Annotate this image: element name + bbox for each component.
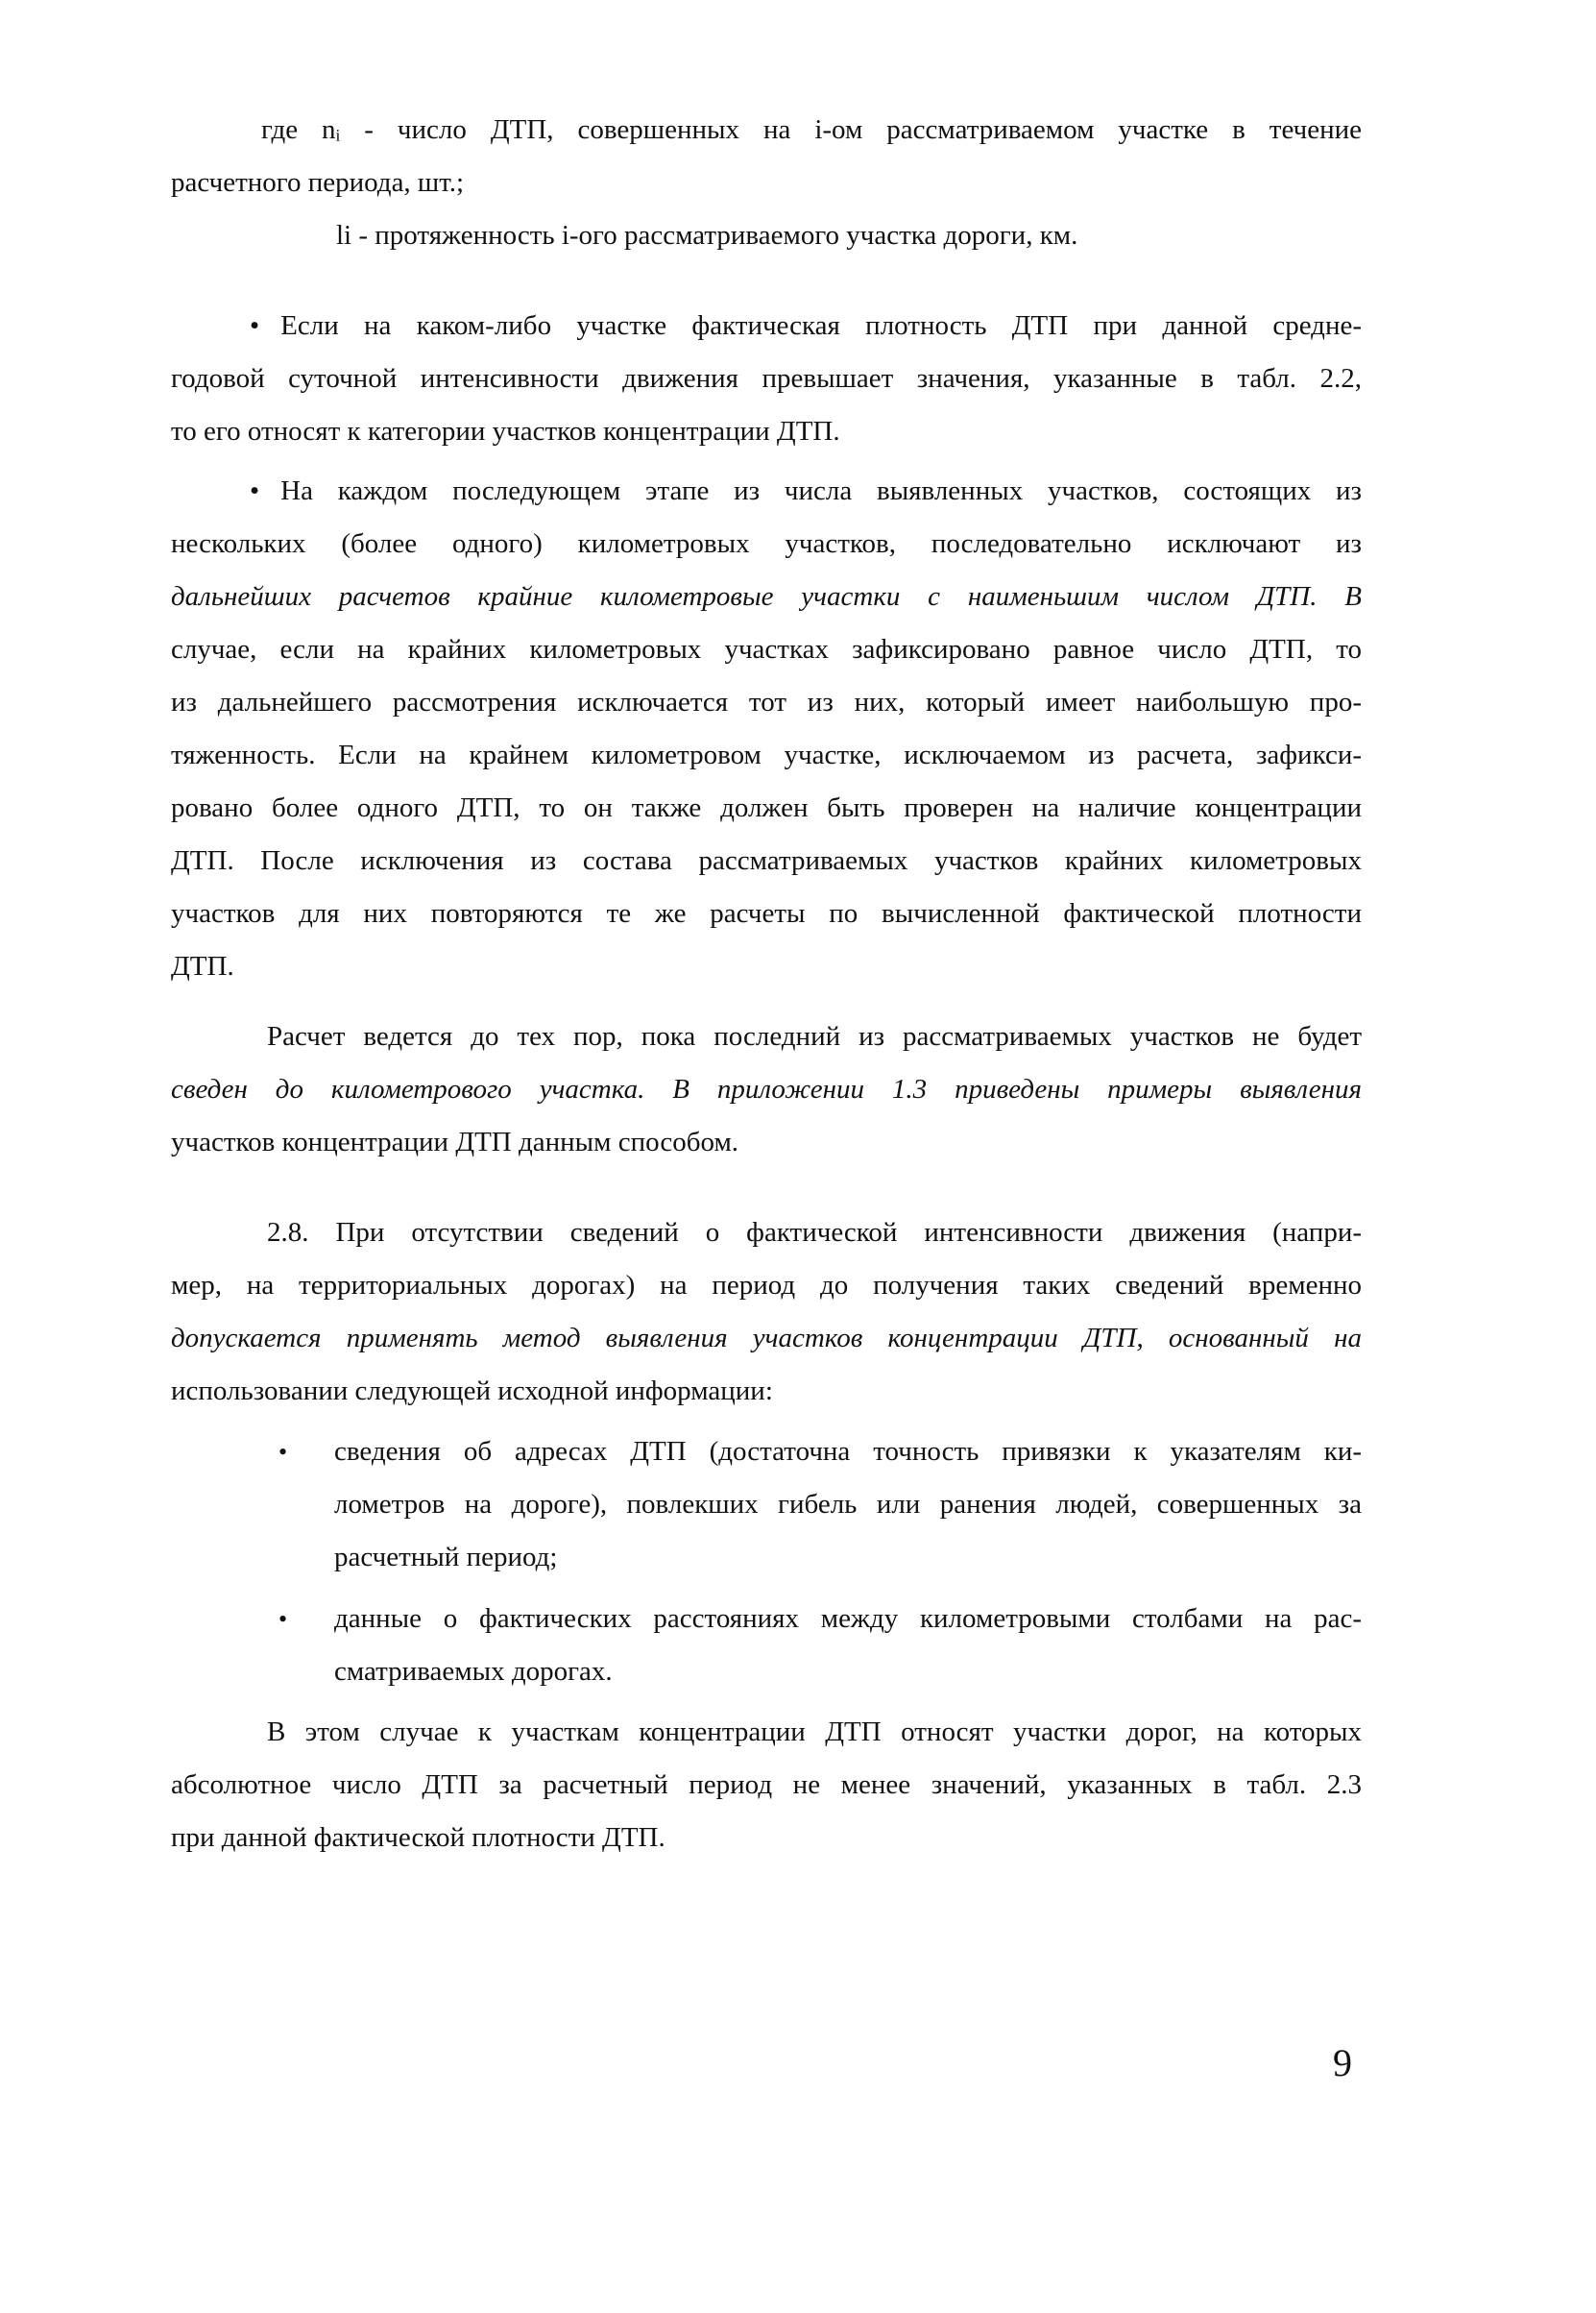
calculation-paragraph <box>171 1010 1362 1169</box>
text-line: нескольких (более одного) километровых участков, последовательно исключают из <box>171 528 1362 559</box>
list-item <box>171 1593 1362 1698</box>
text-line: расчетного периода, шт.; <box>171 167 465 198</box>
text-line: ДТП. После исключения из состава рассматриваемых участков крайних километровых <box>171 845 1362 876</box>
text-line: то его относят к категории участков концентрации ДТП. <box>171 416 840 447</box>
text-line: Расчет ведется до тех пор, пока последний из рассматриваемых участков не будет <box>267 1021 1362 1052</box>
text-line <box>171 465 1362 518</box>
text-line: случае, если на крайних километровых участках зафиксировано равное число ДТП, то <box>171 634 1362 665</box>
text-line: сведения об адресах ДТП (достаточна точность привязки к указателям ки- <box>334 1436 1362 1467</box>
text-line: годовой суточной интенсивности движения превышает значения, указанные в табл. 2.2, <box>171 363 1362 394</box>
text-line: где nᵢ - число ДТП, совершенных на i-ом рассматриваемом участке в течение <box>261 114 1362 145</box>
text-line: li - протяженность i-ого рассматриваемого участка дороги, км. <box>336 220 1078 251</box>
text-line: расчетный период; <box>334 1542 558 1572</box>
text-span: На каждом последующем этапе из числа выявленных участков, состоящих из <box>280 475 1362 506</box>
definition-ni-paragraph <box>171 104 1362 209</box>
text-line: из дальнейшего рассмотрения исключается тот из них, который имеет наибольшую про- <box>171 687 1362 718</box>
text-line: данные о фактических расстояниях между километровыми столбами на рас- <box>334 1603 1362 1634</box>
list-item <box>171 1425 1362 1584</box>
text-line: тяженность. Если на крайнем километровом участке, исключаемом из расчета, зафикси- <box>171 740 1362 770</box>
text-line: ДТП. <box>171 951 234 982</box>
definition-li-paragraph <box>171 209 1362 262</box>
text-line: абсолютное число ДТП за расчетный период не менее значений, указанных в табл. 2.3 <box>171 1769 1362 1800</box>
page-number: 9 <box>1333 2041 1352 2084</box>
text-line: участков для них повторяются те же расчеты по вычисленной фактической плотности <box>171 898 1362 929</box>
text-line: использовании следующей исходной информации: <box>171 1376 773 1406</box>
text-line: сматриваемых дорогах. <box>334 1656 613 1687</box>
section-2-8-paragraph <box>171 1206 1362 1418</box>
bullet-icon: • <box>250 475 260 506</box>
text-line: мер, на территориальных дорогах) на период до получения таких сведений временно <box>171 1270 1362 1301</box>
list-item-text <box>334 1593 1362 1698</box>
text-line: сведен до километрового участка. В приложении 1.3 приведены примеры выявления <box>171 1074 1362 1105</box>
text-line: ровано более одного ДТП, то он также должен быть проверен на наличие концентрации <box>171 792 1362 823</box>
text-line: лометров на дороге), повлекших гибель или ранения людей, совершенных за <box>334 1489 1362 1520</box>
bullet-paragraph-1 <box>171 300 1362 458</box>
bullet-icon: • <box>278 1438 288 1466</box>
bullet-icon: • <box>250 310 260 341</box>
bullet-paragraph-2 <box>171 465 1362 993</box>
text-line: участков концентрации ДТП данным способом. <box>171 1127 739 1157</box>
text-line: допускается применять метод выявления участков концентрации ДТП, основанный на <box>171 1323 1362 1353</box>
text-line <box>171 300 1362 353</box>
bullet-icon: • <box>278 1605 288 1633</box>
list-item-text <box>334 1425 1362 1584</box>
text-span: Если на каком-либо участке фактическая плотность ДТП при данной средне- <box>280 310 1362 341</box>
text-line: В этом случае к участкам концентрации ДТП относят участки дорог, на которых <box>267 1716 1362 1747</box>
text-line: 2.8. При отсутствии сведений о фактической интенсивности движения (напри- <box>267 1217 1362 1248</box>
final-paragraph <box>171 1706 1362 1864</box>
text-line: дальнейших расчетов крайние километровые участки с наименьшим числом ДТП. В <box>171 581 1362 612</box>
text-line: при данной фактической плотности ДТП. <box>171 1822 665 1853</box>
